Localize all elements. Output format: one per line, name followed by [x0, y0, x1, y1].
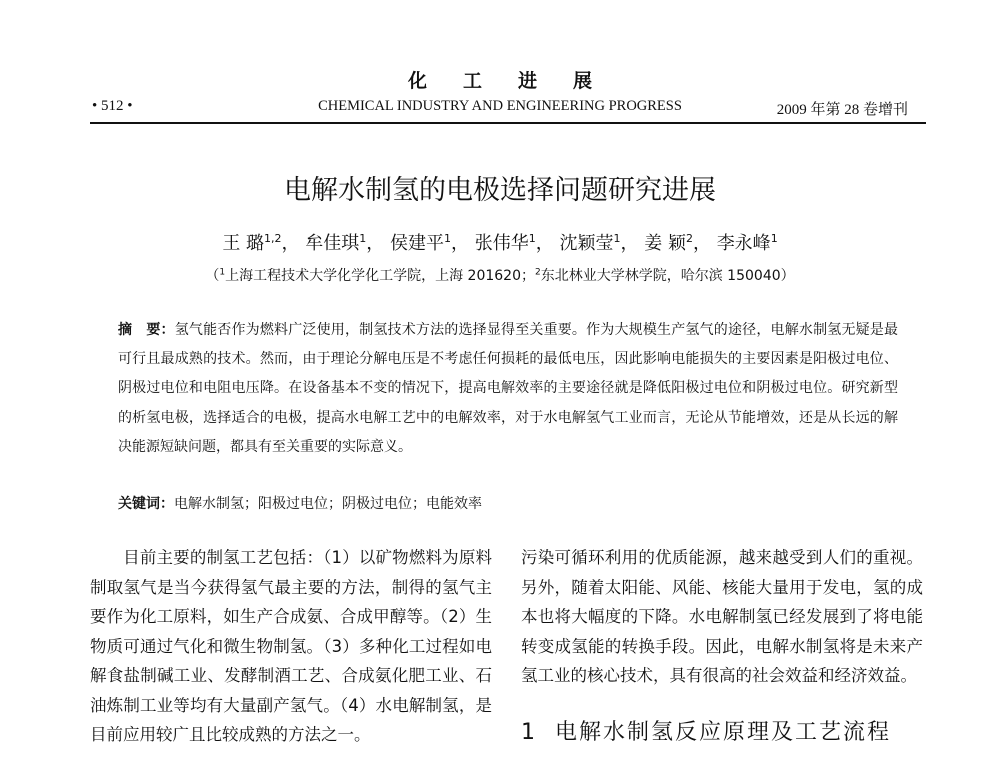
keywords-text: 电解水制氢；阳极过电位；阴极过电位；电能效率 — [174, 496, 482, 512]
section-heading — [521, 715, 923, 746]
author-list — [0, 229, 1000, 255]
page-number: • 512 • — [92, 98, 133, 114]
header-divider — [90, 122, 926, 124]
section-title: 电解水制氢反应原理及工艺流程 — [555, 720, 892, 745]
running-header — [92, 98, 908, 122]
body-paragraph: 污染可循环利用的优质能源，越来越受到人们的重视。另外，随着太阳能、风能、核能大量用于发电，氢的成本也将大幅度的下降。水电解制氢已经发展到了将电能转变成氢能的转换手段。因此，电解水制氢将是未来产氢工业的核心技术，具有很高的社会效益和经济效益。 — [521, 548, 923, 685]
abstract-text: 氢气能否作为燃料广泛使用，制氢技术方法的选择显得至关重要。作为大规模生产氢气的途径，电解水制氢无疑是最可行且最成熟的技术。然而，由于理论分解电压是不考虑任何损耗的最低电压，因此影响电能损失的主要因素是阳极过电位、阴极过电位和电阻电压降。在设备基本不变的情况下，提高电解效率的主要途径就是降低阳极过电位和阴极过电位。研究新型的析氢电极，选择适合的电极，提高水电解工艺中的电解效率，对于水电解氢气工业而言，无论从节能增效，还是从长远的解决能源短缺问题，都具有至关重要的实际意义。 — [118, 322, 899, 455]
author: 沈颖莹$^1$， — [559, 232, 639, 254]
abstract — [118, 316, 898, 462]
keywords-label: 关键词： — [118, 496, 174, 512]
body-column-right — [521, 543, 923, 691]
article-title: 电解水制氢的电极选择问题研究进展 — [284, 175, 716, 206]
author: 侯建平$^1$， — [390, 232, 470, 254]
author: 牟佳琪$^1$， — [305, 232, 385, 254]
author: 姜 颖$^2$， — [644, 232, 711, 254]
body-column-left — [90, 543, 492, 750]
issue-info: 2009 年第 28 卷增刊 — [776, 102, 908, 118]
affiliations: （$^1$上海工程技术大学化学化工学院，上海 201620；$^2$东北林业大学林学院，哈尔滨 150040） — [205, 267, 795, 284]
section-number: 1 — [521, 720, 537, 745]
journal-title-en: CHEMICAL INDUSTRY AND ENGINEERING PROGRESS — [318, 98, 682, 114]
author: 王 璐$^{1,2}$， — [222, 232, 300, 254]
journal-title-cn: 化工进展 — [407, 70, 628, 92]
abstract-label: 摘 要： — [118, 322, 175, 338]
author: 李永峰$^1$ — [716, 232, 778, 254]
body-paragraph: 目前主要的制氢工艺包括：（1）以矿物燃料为原料制取氢气是当今获得氢气最主要的方法，制得的氢气主要作为化工原料，如生产合成氨、合成甲醇等。（2）生物质可通过气化和微生物制氢。（3）多种化工过程如电解食盐制碱工业、发酵制酒工艺、合成氨化肥工业、石油炼制工业等均有大量副产氢气。（4）水电解制氢，是目前应用较广且比较成熟的方法之一。 — [90, 548, 492, 744]
keywords — [118, 493, 898, 513]
author: 张伟华$^1$， — [474, 232, 554, 254]
